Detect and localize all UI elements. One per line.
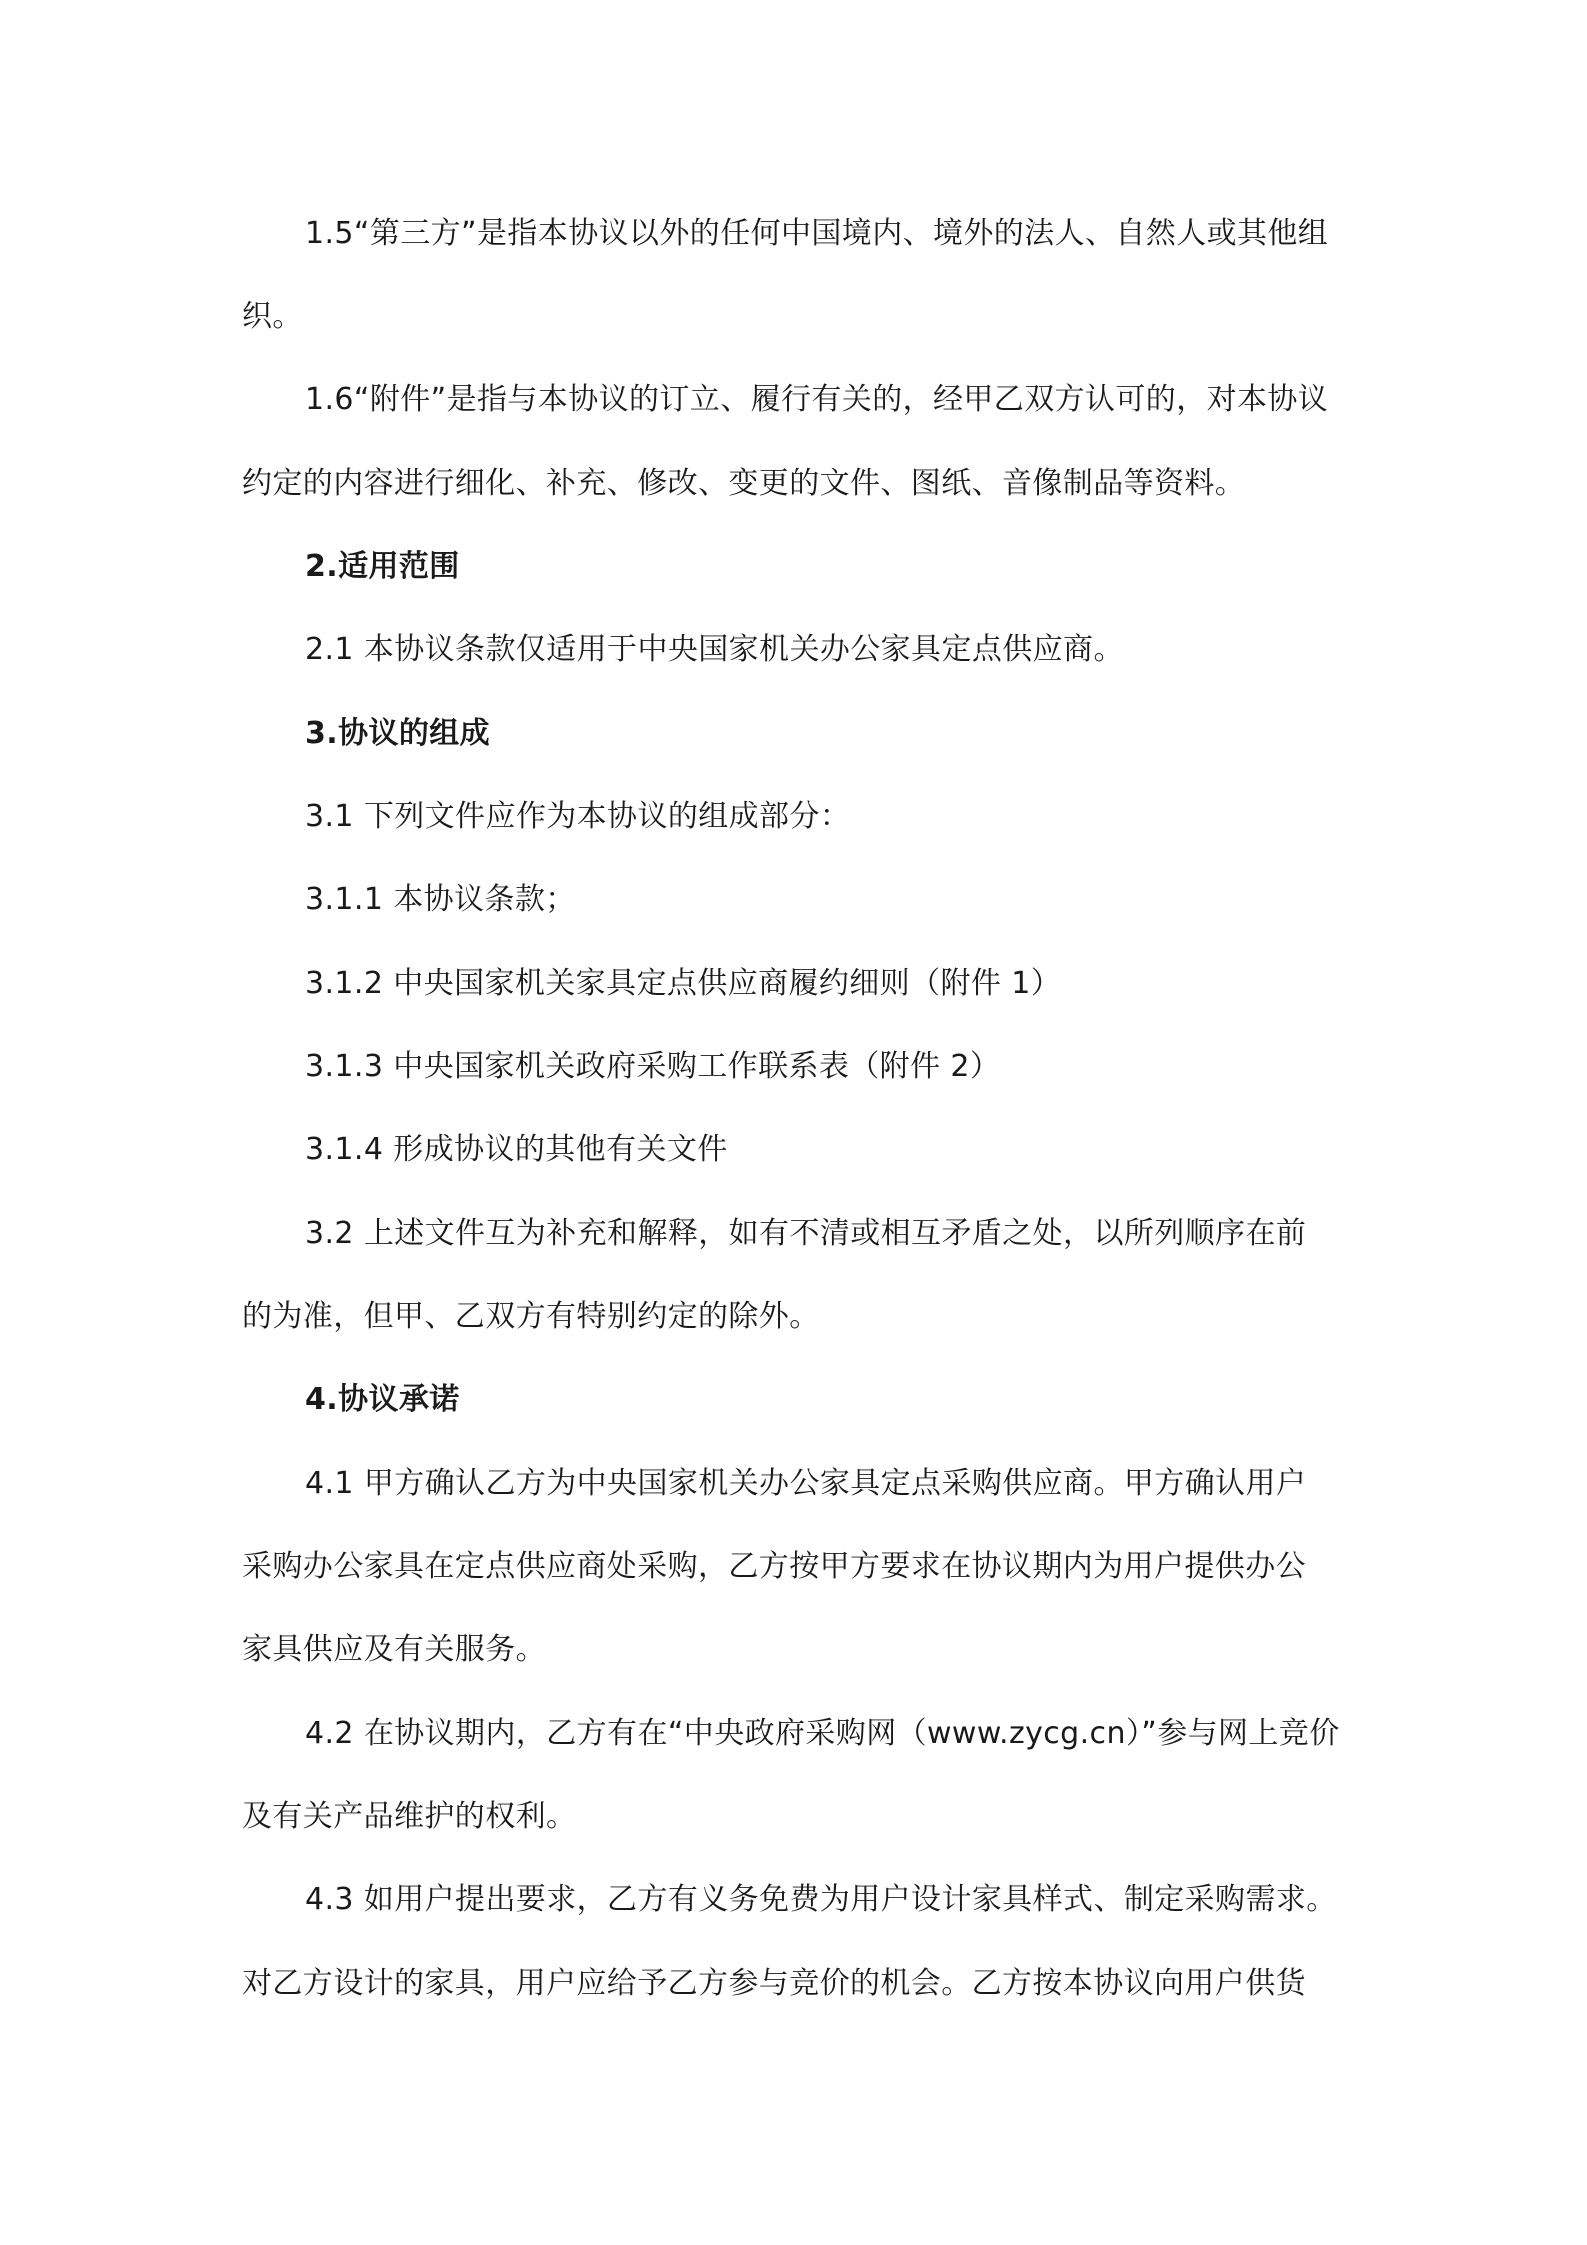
clause-3-2-line-1: 3.2 上述文件互为补充和解释，如有不清或相互矛盾之处，以所列顺序在前 [305, 1216, 1307, 1251]
section-heading-scope: 2.适用范围 [305, 549, 460, 584]
section-heading-commitment: 4.协议承诺 [305, 1382, 460, 1417]
clause-3-1-3: 3.1.3 中央国家机关政府采购工作联系表（附件 2） [305, 1049, 1001, 1084]
section-heading-composition: 3.协议的组成 [305, 716, 491, 751]
clause-1-5-line-1: 1.5“第三方”是指本协议以外的任何中国境内、境外的法人、自然人或其他组 [305, 216, 1329, 251]
clause-4-2-line-1: 4.2 在协议期内，乙方有在“中央政府采购网（www.zycg.cn）”参与网上竞价 [305, 1716, 1340, 1751]
clause-4-1-line-2: 采购办公家具在定点供应商处采购，乙方按甲方要求在协议期内为用户提供办公 [242, 1549, 1306, 1584]
clause-3-1: 3.1 下列文件应作为本协议的组成部分： [305, 799, 851, 834]
clause-4-3-line-1: 4.3 如用户提出要求，乙方有义务免费为用户设计家具样式、制定采购需求。 [305, 1882, 1337, 1917]
clause-4-1-line-3: 家具供应及有关服务。 [242, 1632, 546, 1667]
clause-3-1-1: 3.1.1 本协议条款； [305, 882, 576, 917]
clause-1-5-line-2: 织。 [242, 299, 303, 334]
clause-1-6-line-1: 1.6“附件”是指与本协议的订立、履行有关的，经甲乙双方认可的，对本协议 [305, 382, 1329, 417]
clause-3-1-2: 3.1.2 中央国家机关家具定点供应商履约细则（附件 1） [305, 966, 1062, 1001]
clause-3-2-line-2: 的为准，但甲、乙双方有特别约定的除外。 [242, 1299, 820, 1334]
clause-3-1-4: 3.1.4 形成协议的其他有关文件 [305, 1132, 728, 1167]
clause-4-3-line-2: 对乙方设计的家具，用户应给予乙方参与竞价的机会。乙方按本协议向用户供货 [242, 1966, 1306, 2001]
clause-4-2-line-2: 及有关产品维护的权利。 [242, 1799, 577, 1834]
clause-1-6-line-2: 约定的内容进行细化、补充、修改、变更的文件、图纸、音像制品等资料。 [242, 466, 1246, 501]
clause-4-1-line-1: 4.1 甲方确认乙方为中央国家机关办公家具定点采购供应商。甲方确认用户 [305, 1466, 1307, 1501]
clause-2-1: 2.1 本协议条款仅适用于中央国家机关办公家具定点供应商。 [305, 632, 1124, 667]
